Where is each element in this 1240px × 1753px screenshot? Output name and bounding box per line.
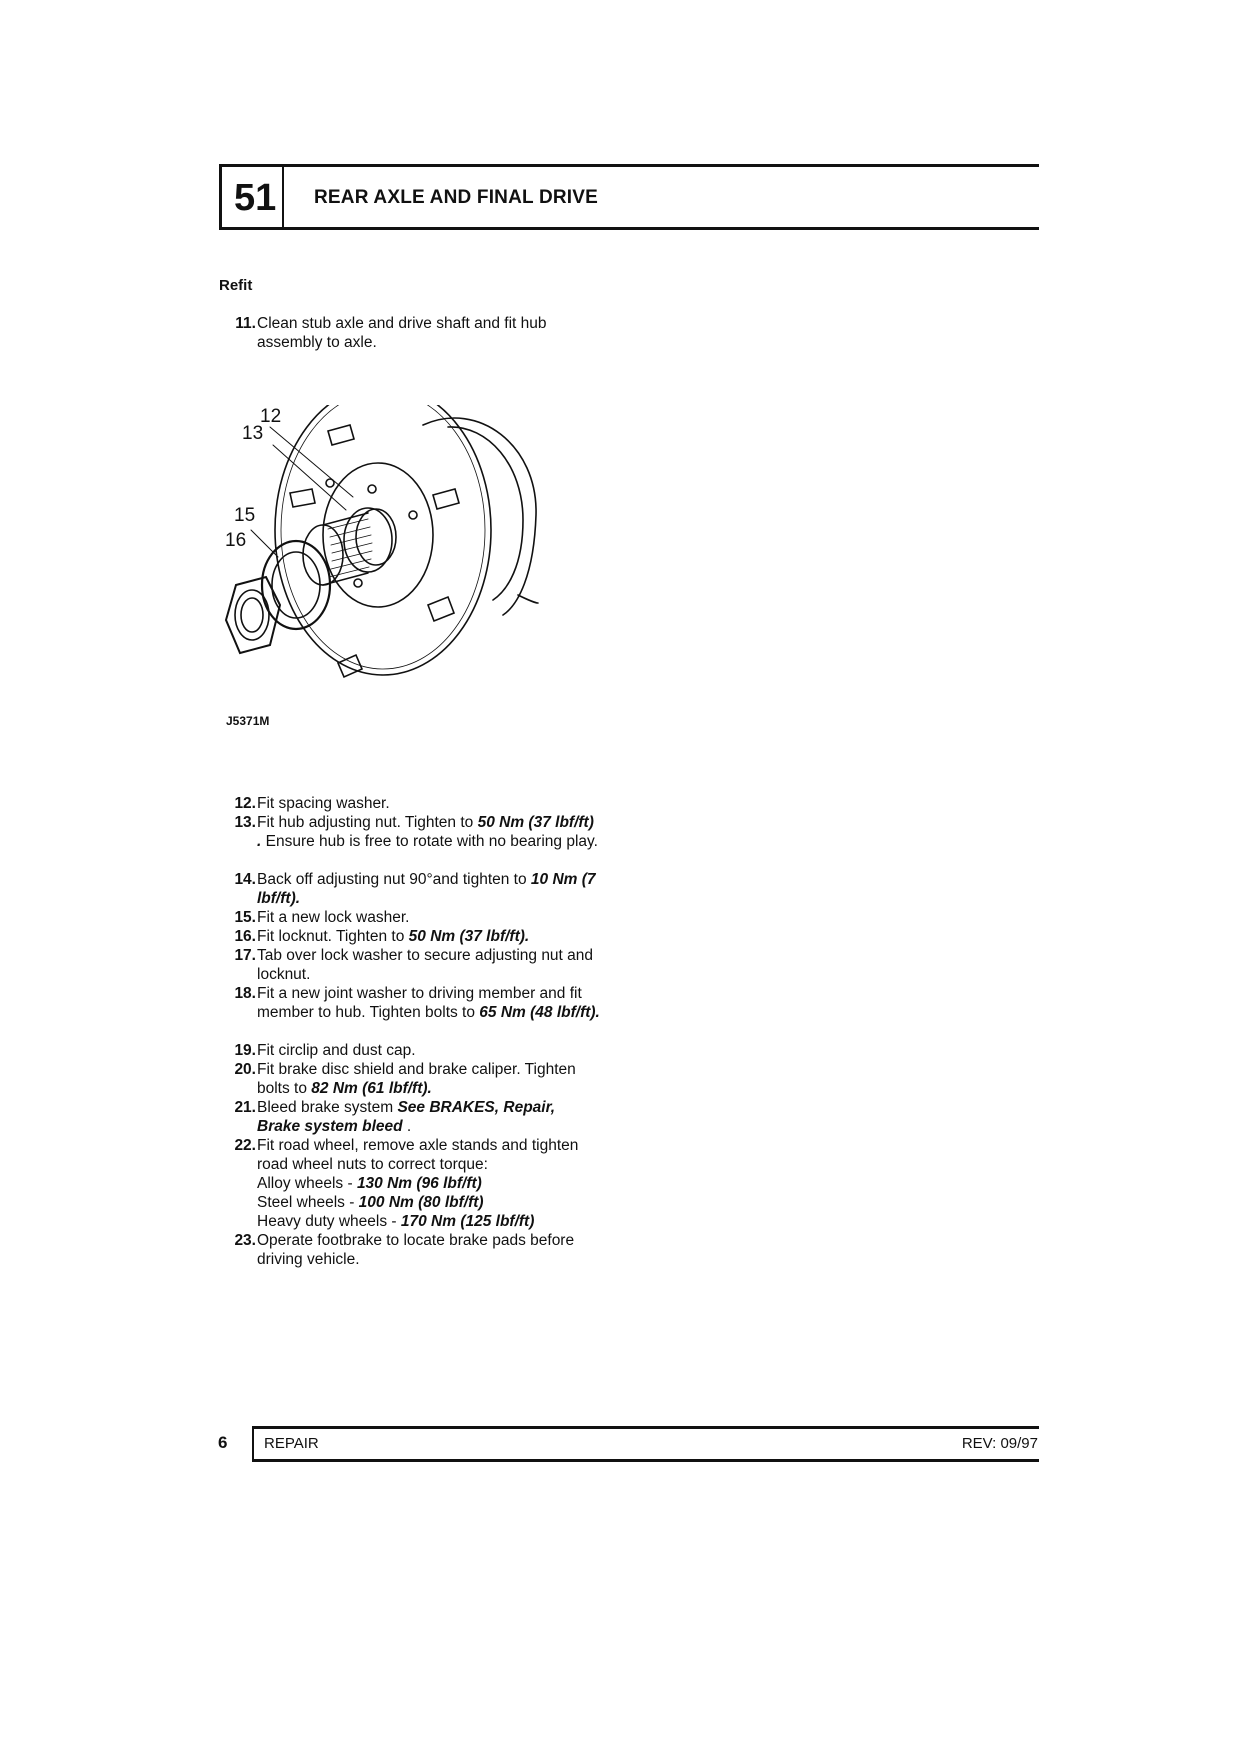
step-text: Fit a new joint washer to driving member and fit member to hub. Tighten bolts to 65 Nm (48 lbf/ft). [257, 985, 600, 1021]
page-number: 6 [218, 1433, 228, 1452]
step-text: Fit brake disc shield and brake caliper. Tighten bolts to 82 Nm (61 lbf/ft). [257, 1061, 576, 1097]
header-divider [282, 167, 284, 227]
step-text: Fit a new lock washer. [257, 909, 410, 926]
step-number: 11. [235, 315, 256, 332]
section-title: REAR AXLE AND FINAL DRIVE [314, 187, 599, 208]
step-number: 20. [234, 1061, 256, 1078]
step-number: 21. [234, 1099, 256, 1116]
step-number: 19. [234, 1042, 256, 1059]
step-text: Fit hub adjusting nut. Tighten to 50 Nm (37 lbf/ft) . Ensure hub is free to rotate with no bearing play. [257, 814, 598, 850]
callout-13: 13 [242, 423, 264, 444]
step-number: 18. [234, 985, 256, 1002]
step-text: Fit circlip and dust cap. [257, 1042, 416, 1059]
step-text: Bleed brake system See BRAKES, Repair, Brake system bleed . [257, 1099, 556, 1135]
step-text: Clean stub axle and drive shaft and fit hub assembly to axle. [257, 315, 547, 351]
footer-section-label: REPAIR [264, 1435, 319, 1452]
step-number: 14. [234, 871, 256, 888]
step-text: Operate footbrake to locate brake pads before driving vehicle. [257, 1232, 575, 1268]
step-number: 22. [234, 1137, 256, 1154]
step-text: Tab over lock washer to secure adjusting nut and locknut. [257, 947, 594, 983]
step-number: 16. [234, 928, 256, 945]
step-number: 13. [234, 814, 256, 831]
step-text: Fit locknut. Tighten to 50 Nm (37 lbf/ft). [257, 928, 530, 945]
step-number: 12. [234, 795, 256, 812]
step-text: Back off adjusting nut 90°and tighten to 10 Nm (7 lbf/ft). [257, 871, 596, 907]
callout-12: 12 [260, 406, 282, 427]
revision-date: REV: 09/97 [961, 1435, 1038, 1452]
callout-16: 16 [225, 530, 247, 551]
step-number: 15. [234, 909, 256, 926]
figure-code: J5371M [226, 714, 270, 728]
step-number: 23. [234, 1232, 256, 1249]
refit-heading: Refit [219, 277, 253, 294]
step-number: 17. [234, 947, 256, 964]
step-text: Fit spacing washer. [257, 795, 390, 812]
step-text: Fit road wheel, remove axle stands and tighten road wheel nuts to correct torque: Alloy wheels - 130 Nm (96 lbf/ft) Steel wheels - 100 Nm (80 lbf/ft) Heavy duty wheels - 170 Nm (125 lbf/ft) [257, 1137, 579, 1230]
hub-assembly-illustration [218, 405, 603, 735]
footer-box [252, 1426, 1039, 1462]
section-number: 51 [234, 177, 277, 219]
callout-15: 15 [234, 505, 256, 526]
